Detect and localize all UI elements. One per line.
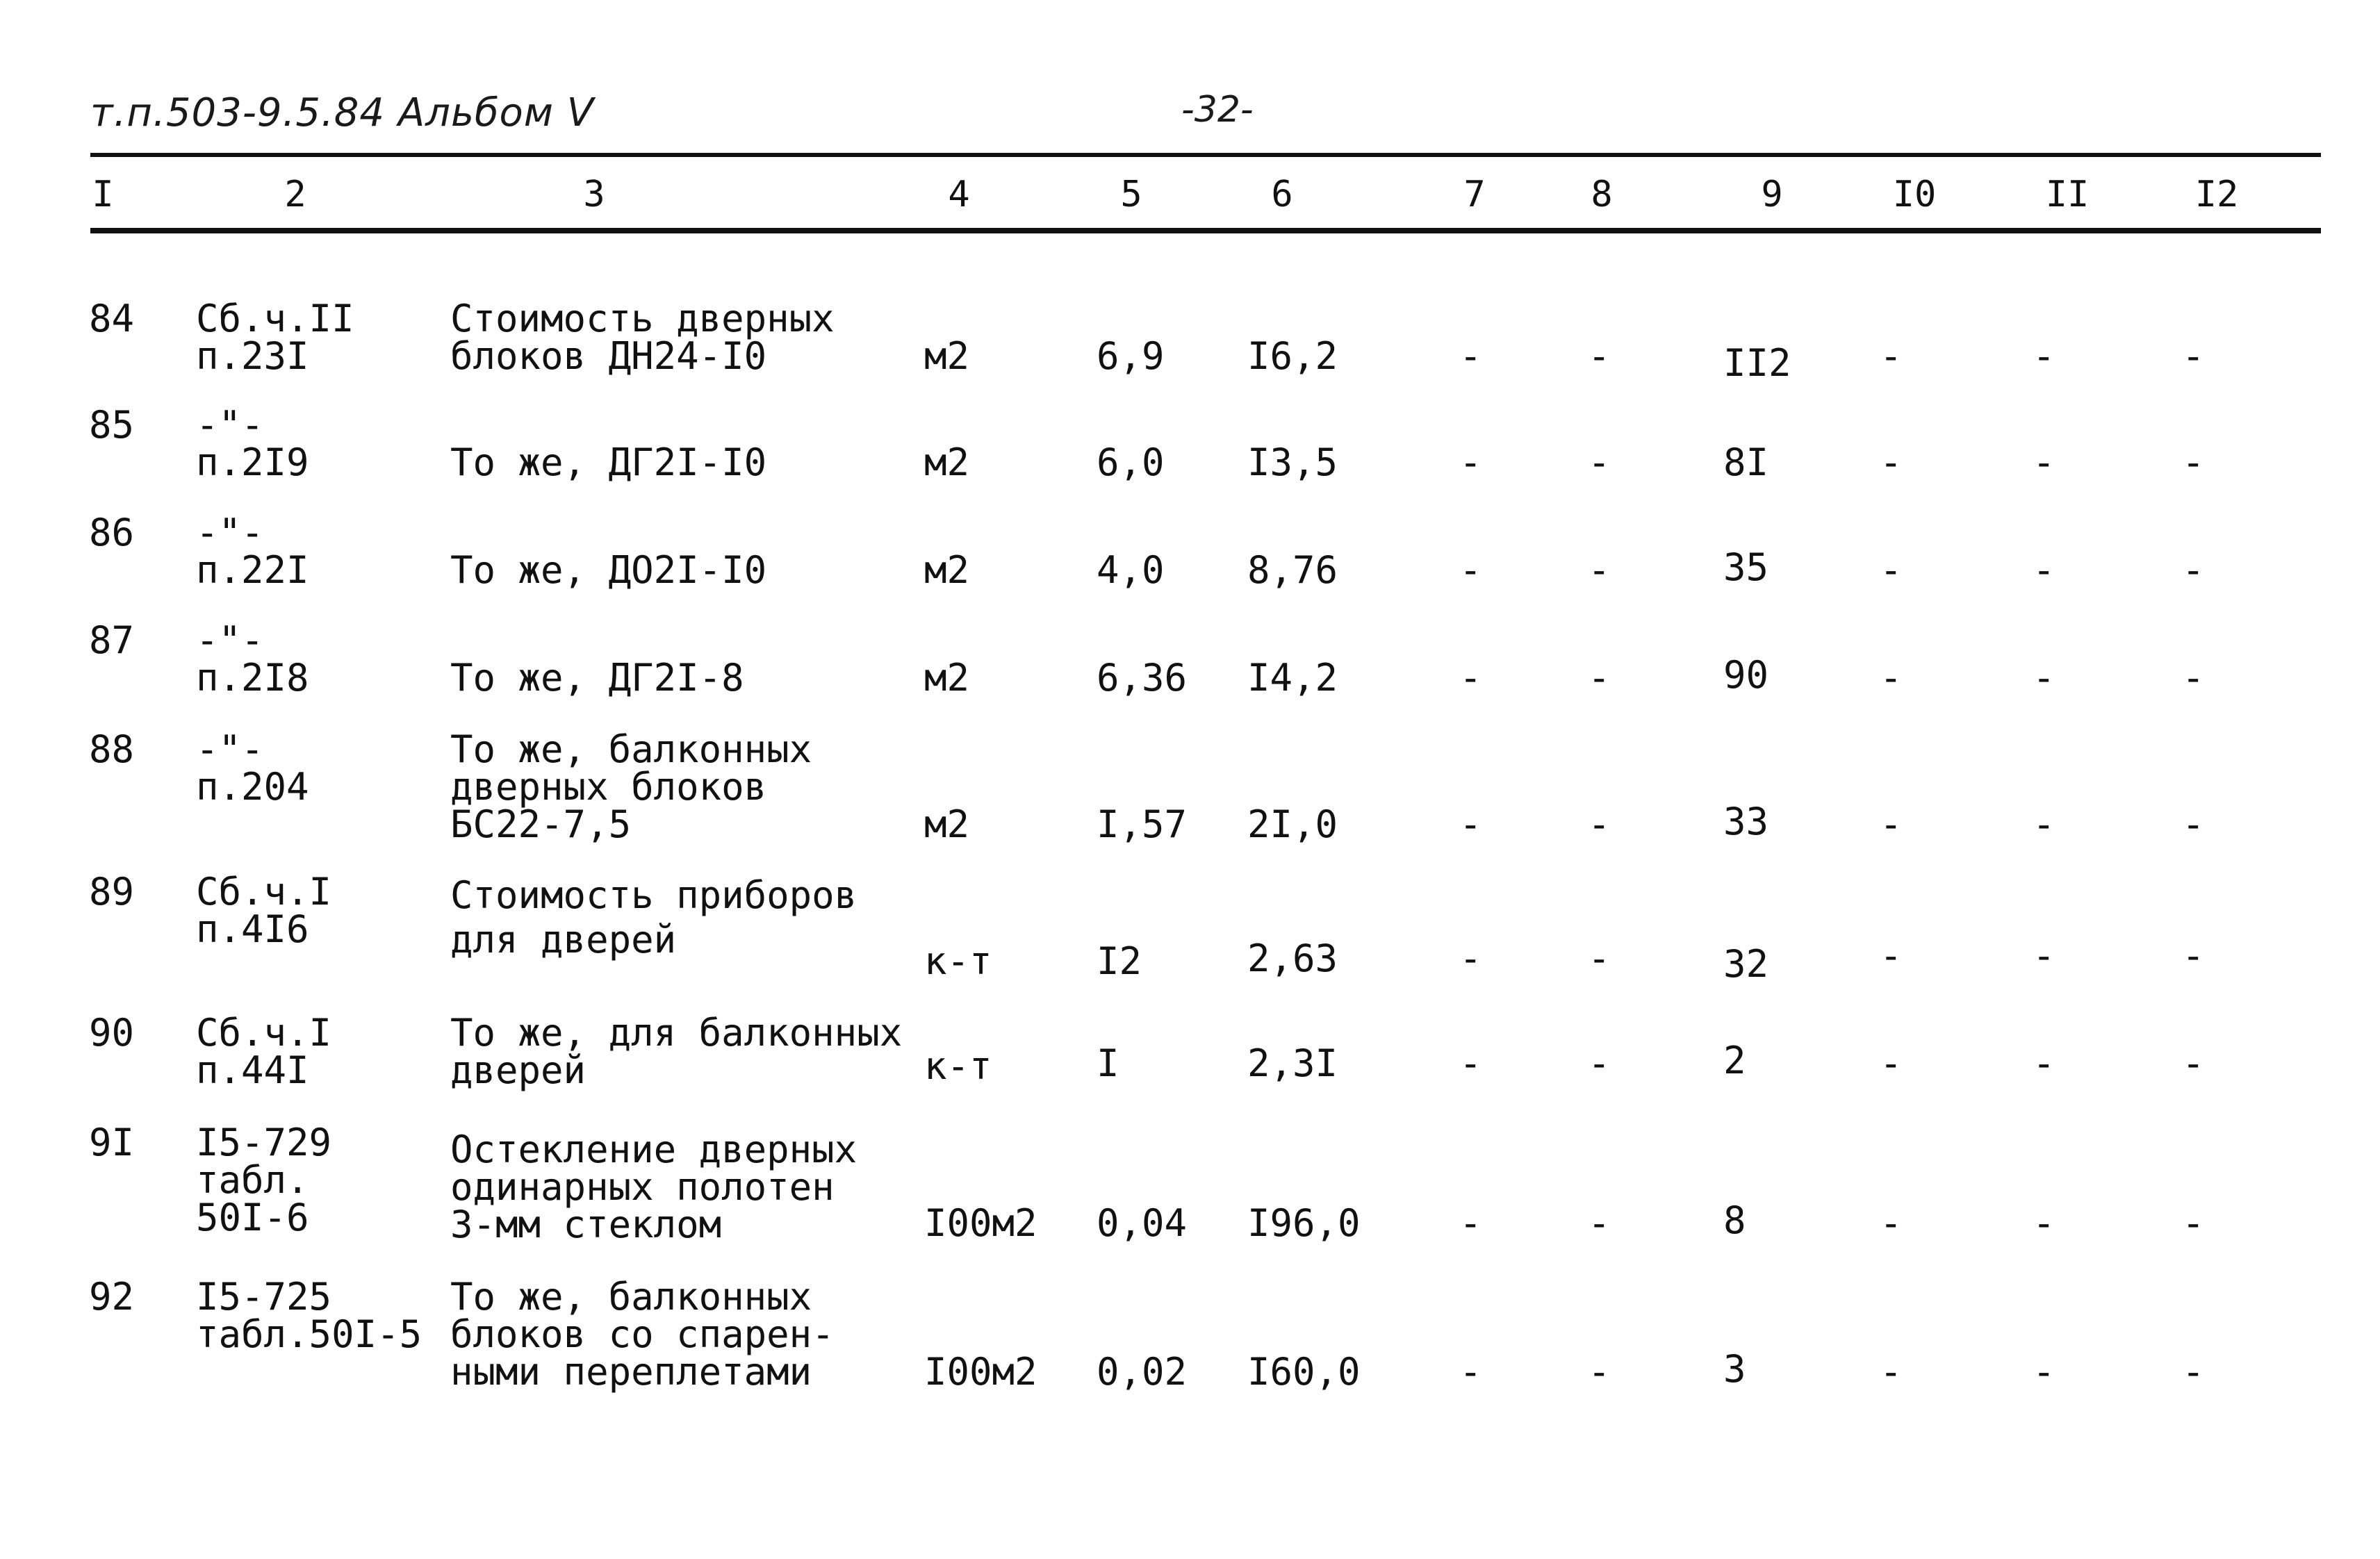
- row-unit-price: I3,5: [1247, 440, 1338, 484]
- row-col-8: -: [1588, 440, 1611, 484]
- row-number: 88: [89, 727, 135, 771]
- row-quantity: I,57: [1097, 802, 1188, 846]
- row-col-10: -: [1880, 934, 1903, 978]
- row-col-10: -: [1880, 1350, 1903, 1394]
- column-header-6: 6: [1271, 174, 1293, 215]
- column-header-8: 8: [1591, 174, 1613, 215]
- row-unit: I00м2: [924, 1201, 1037, 1245]
- row-col-12: -: [2182, 1041, 2205, 1085]
- row-quantity: 0,02: [1097, 1350, 1188, 1394]
- column-header-3: 3: [583, 174, 605, 215]
- row-col-7: -: [1459, 1041, 1482, 1085]
- row-col-8: -: [1588, 802, 1611, 846]
- column-header-7: 7: [1463, 174, 1486, 215]
- row-col-10: -: [1880, 440, 1903, 484]
- row-col-12: -: [2182, 440, 2205, 484]
- row-quantity: I2: [1097, 939, 1142, 983]
- row-quantity: 0,04: [1097, 1201, 1188, 1245]
- row-unit-price: I4,2: [1247, 656, 1338, 700]
- row-number: 84: [89, 297, 135, 340]
- row-reference: -"- п.204: [196, 727, 309, 809]
- row-reference: -"- п.22I: [196, 511, 309, 592]
- column-header-1: I: [92, 174, 114, 215]
- row-col-8: -: [1588, 1041, 1611, 1085]
- row-reference: Сб.ч.II п.23I: [196, 297, 354, 378]
- row-col-9: 3: [1723, 1347, 1746, 1391]
- row-number: 86: [89, 511, 135, 554]
- row-col-12: -: [2182, 934, 2205, 978]
- row-col-7: -: [1459, 548, 1482, 592]
- row-col-10: -: [1880, 334, 1903, 378]
- row-unit-price: 2,3I: [1247, 1041, 1338, 1085]
- row-unit-price: I60,0: [1247, 1350, 1361, 1394]
- column-header-5: 5: [1120, 174, 1142, 215]
- row-description: То же, ДГ2I-I0: [450, 440, 767, 484]
- row-unit-price: 2,63: [1247, 937, 1338, 980]
- row-col-11: -: [2033, 548, 2055, 592]
- row-unit: м2: [924, 440, 970, 484]
- row-description: То же, балконных дверных блоков БС22-7,5: [450, 727, 812, 846]
- row-col-9: 32: [1723, 942, 1769, 986]
- row-reference: Сб.ч.I п.4I6: [196, 870, 332, 951]
- row-quantity: I: [1097, 1041, 1119, 1085]
- row-description: Стоимость приборов для дверей: [450, 873, 857, 962]
- row-reference: I5-729 табл. 50I-6: [196, 1121, 332, 1239]
- row-col-10: -: [1880, 656, 1903, 700]
- row-unit-price: 2I,0: [1247, 802, 1338, 846]
- row-quantity: 4,0: [1097, 548, 1165, 592]
- row-col-7: -: [1459, 937, 1482, 980]
- row-col-9: 35: [1723, 545, 1769, 589]
- document-reference: т.п.503-9.5.84 Альбом V: [90, 90, 595, 135]
- row-col-7: -: [1459, 440, 1482, 484]
- row-col-7: -: [1459, 1350, 1482, 1394]
- header-top-rule: [90, 153, 2321, 157]
- row-col-8: -: [1588, 1201, 1611, 1245]
- row-unit: м2: [924, 802, 970, 846]
- row-col-11: -: [2033, 1201, 2055, 1245]
- row-number: 89: [89, 870, 135, 914]
- row-number: 90: [89, 1011, 135, 1055]
- row-col-9: 2: [1723, 1039, 1746, 1082]
- row-col-9: 8I: [1723, 440, 1769, 484]
- row-col-12: -: [2182, 1201, 2205, 1245]
- column-header-12: I2: [2194, 174, 2239, 215]
- column-header-11: II: [2045, 174, 2090, 215]
- row-description: То же, ДО2I-I0: [450, 548, 767, 592]
- row-unit: I00м2: [924, 1350, 1037, 1394]
- row-col-8: -: [1588, 656, 1611, 700]
- row-number: 92: [89, 1275, 135, 1319]
- row-description: Остекление дверных одинарных полотен 3-мм стеклом: [450, 1128, 857, 1246]
- row-col-12: -: [2182, 656, 2205, 700]
- row-col-12: -: [2182, 548, 2205, 592]
- row-col-7: -: [1459, 1201, 1482, 1245]
- row-reference: -"- п.2I8: [196, 618, 309, 700]
- row-col-8: -: [1588, 937, 1611, 980]
- row-col-7: -: [1459, 802, 1482, 846]
- row-col-9: II2: [1723, 341, 1791, 385]
- row-col-9: 90: [1723, 653, 1769, 697]
- row-col-7: -: [1459, 656, 1482, 700]
- row-description: То же, для балконных дверей: [450, 1011, 903, 1092]
- row-col-8: -: [1588, 548, 1611, 592]
- column-header-9: 9: [1761, 174, 1783, 215]
- row-col-9: 8: [1723, 1198, 1746, 1242]
- row-unit-price: I6,2: [1247, 334, 1338, 378]
- header-bottom-rule: [90, 228, 2321, 233]
- row-description: Стоимость дверных блоков ДН24-I0: [450, 297, 835, 378]
- row-col-12: -: [2182, 1350, 2205, 1394]
- row-col-8: -: [1588, 334, 1611, 378]
- row-unit-price: I96,0: [1247, 1201, 1361, 1245]
- row-col-11: -: [2033, 656, 2055, 700]
- row-col-10: -: [1880, 1201, 1903, 1245]
- row-unit: к-т: [924, 1044, 992, 1088]
- row-reference: Сб.ч.I п.44I: [196, 1011, 332, 1092]
- row-quantity: 6,0: [1097, 440, 1165, 484]
- row-number: 87: [89, 618, 135, 662]
- row-reference: -"- п.2I9: [196, 403, 309, 484]
- row-col-11: -: [2033, 802, 2055, 846]
- row-col-12: -: [2182, 802, 2205, 846]
- row-number: 85: [89, 403, 135, 447]
- row-description: То же, балконных блоков со спарен- ными переплетами: [450, 1275, 835, 1394]
- row-quantity: 6,36: [1097, 656, 1188, 700]
- row-col-10: -: [1880, 548, 1903, 592]
- column-header-10: I0: [1892, 174, 1937, 215]
- row-col-11: -: [2033, 334, 2055, 378]
- row-col-8: -: [1588, 1350, 1611, 1394]
- row-description: То же, ДГ2I-8: [450, 656, 744, 700]
- row-unit-price: 8,76: [1247, 548, 1338, 592]
- row-col-12: -: [2182, 334, 2205, 378]
- column-header-2: 2: [284, 174, 306, 215]
- row-col-7: -: [1459, 334, 1482, 378]
- page-number: -32-: [1181, 89, 1254, 131]
- row-col-11: -: [2033, 1350, 2055, 1394]
- row-col-11: -: [2033, 440, 2055, 484]
- row-unit: к-т: [924, 939, 992, 983]
- row-col-10: -: [1880, 802, 1903, 846]
- row-unit: м2: [924, 548, 970, 592]
- row-col-10: -: [1880, 1041, 1903, 1085]
- row-number: 9I: [89, 1121, 135, 1164]
- row-quantity: 6,9: [1097, 334, 1165, 378]
- row-reference: I5-725 табл.50I-5: [196, 1275, 422, 1356]
- row-unit: м2: [924, 656, 970, 700]
- row-col-9: 33: [1723, 800, 1769, 843]
- column-header-4: 4: [948, 174, 970, 215]
- row-col-11: -: [2033, 934, 2055, 978]
- row-unit: м2: [924, 334, 970, 378]
- row-col-11: -: [2033, 1041, 2055, 1085]
